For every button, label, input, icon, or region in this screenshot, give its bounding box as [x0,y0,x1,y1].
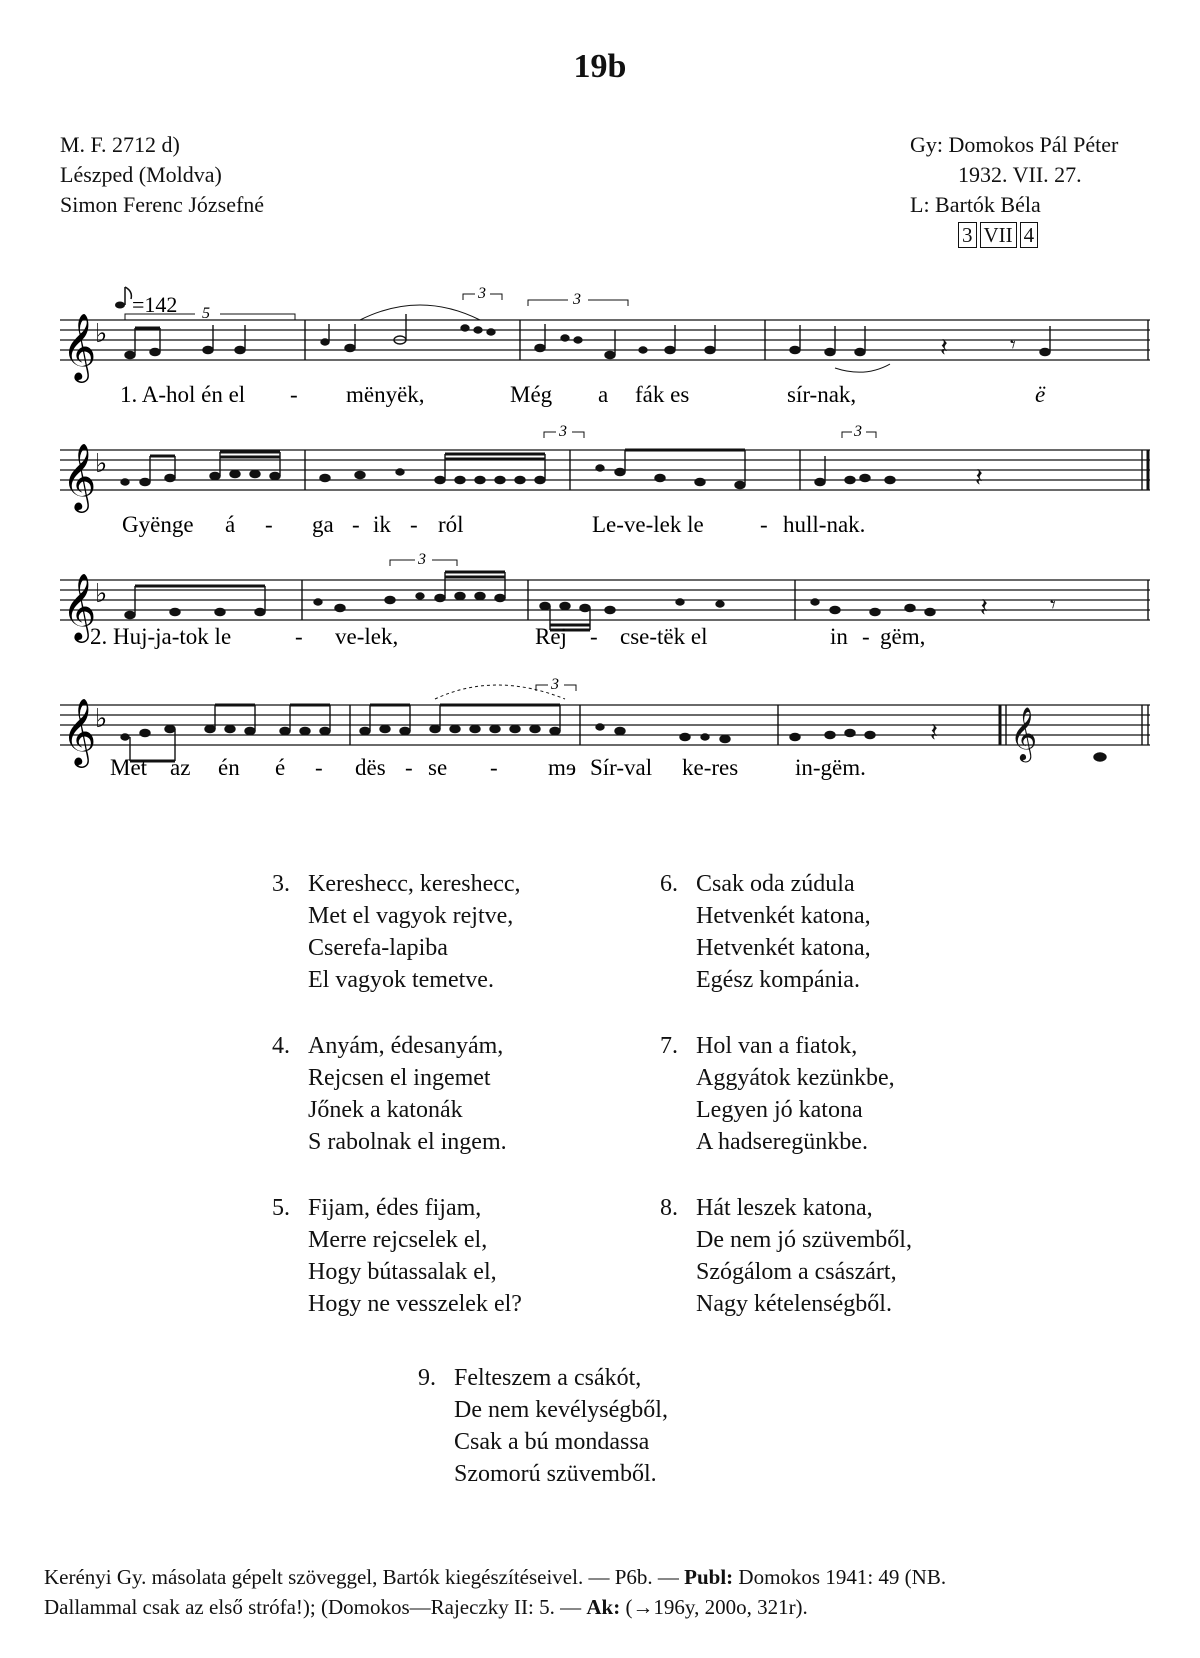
svg-text:1. A-hol én el: 1. A-hol én el [120,382,246,407]
source-info [60,130,264,220]
svg-text:3: 3 [573,291,581,308]
music-system-1 [60,280,1150,410]
collection-info [910,130,1118,250]
tuplet-bracket [544,423,584,440]
svg-text:in: in [830,624,848,649]
svg-text:5: 5 [202,305,210,322]
stanza-3: 3. Kereshecc, kereshecc, Met el vagyok rejtve, Cserefa-lapiba El vagyok temetve. [272,871,521,993]
collection-date: 1932. VII. 27. [958,162,1082,187]
svg-text:𝄽: 𝄽 [980,593,988,622]
class-box: 4 [1020,222,1039,248]
collector: Gy: Domokos Pál Péter [910,132,1119,157]
notes [125,572,1148,630]
tuplet-bracket [842,423,876,440]
lyrics-line-3 [90,624,925,649]
stanza-6: 6. Csak oda zúdula Hetvenkét katona, Hetvenkét katona, Egész kompánia. [660,871,871,993]
footnote: Kerényi Gy. másolata gépelt szöveggel, Bartók kiegészítéseivel. — P6b. — Publ: Domokos 1941: 49 (NB. Dallammal csak az első strófa!); (Domokos—Rajeczky II: 5. — Ak: (→196y, 200o, 321r). [44,1565,947,1619]
lyrics-line-2 [122,512,865,537]
class-box: 3 [958,222,977,248]
svg-text:-: - [862,624,870,649]
tuplet-bracket [528,291,628,308]
svg-text:ról: ról [438,512,464,537]
svg-text:ik: ik [373,512,391,537]
svg-text:én: én [218,755,240,780]
tuplet-bracket [536,676,576,693]
svg-text:sír-nak,: sír-nak, [787,382,857,407]
svg-text:fák es: fák es [635,382,690,407]
treble-clef-icon: 𝄞 [62,574,97,639]
svg-text:𝄾: 𝄾 [1010,332,1016,357]
svg-text:cse-tëk el: cse-tëk el [620,624,708,649]
notes [121,450,1148,492]
svg-text:á: á [225,512,236,537]
flat-key-signature-icon: ♭ [95,319,108,348]
classification-boxes [910,220,1041,250]
svg-text:3: 3 [418,551,426,568]
svg-text:mɘ: mɘ [548,755,577,780]
flat-key-signature-icon: ♭ [95,449,108,478]
svg-text:3: 3 [559,423,567,440]
music-system-3 [60,540,1150,670]
stanza-8: 8. Hát leszek katona, De nem jó szüvemből, Szógálom a császárt, Nagy kételenségből. [660,1195,912,1317]
transcriber: L: Bartók Béla [910,192,1041,217]
stanza-4: 4. Anyám, édesanyám, Rejcsen el ingemet Jőnek a katonák S rabolnak el ingem. [272,1033,507,1155]
svg-text:Gyënge: Gyënge [122,512,194,537]
svg-text:2. Huj-ja-tok le: 2. Huj-ja-tok le [90,624,232,649]
performer: Simon Ferenc Józsefné [60,192,265,217]
svg-text:𝄞: 𝄞 [1010,708,1038,759]
svg-text:𝄽: 𝄽 [940,333,948,362]
svg-text:𝄽: 𝄽 [975,463,983,492]
svg-text:mënyëk,: mënyëk, [346,382,425,407]
music-system-2 [60,410,1150,540]
svg-text:-: - [290,382,298,407]
stanza-5: 5. Fijam, édes fijam, Merre rejcselek el, Hogy bútassalak el, Hogy ne vesszelek el? [272,1195,522,1317]
svg-text:-: - [352,512,360,537]
notes [125,305,1148,372]
svg-text:-: - [265,512,273,537]
svg-text:se: se [428,755,448,780]
notes [121,685,1148,762]
flat-key-signature-icon: ♭ [95,704,108,733]
svg-text:3: 3 [854,423,862,440]
svg-text:ga: ga [312,512,334,537]
treble-clef-icon: 𝄞 [62,444,97,509]
svg-text:-: - [405,755,413,780]
music-system-4 [60,665,1150,795]
svg-text:ke-res: ke-res [682,755,739,780]
svg-text:Még: Még [510,382,553,407]
svg-text:hull-nak.: hull-nak. [783,512,866,537]
tuplet-bracket [463,285,502,302]
svg-text:-: - [295,624,303,649]
page-title: 19b [573,48,627,85]
treble-clef-icon: 𝄞 [62,699,97,764]
svg-text:ë: ë [1035,382,1046,407]
svg-text:in-gëm.: in-gëm. [795,755,866,780]
svg-text:-: - [490,755,498,780]
svg-text:𝄽: 𝄽 [930,718,938,747]
svg-text:dës: dës [355,755,386,780]
svg-text:a: a [598,382,609,407]
svg-text:-: - [760,512,768,537]
staff-lines [60,705,1150,745]
svg-text:-: - [315,755,323,780]
svg-text:gëm,: gëm, [880,624,926,649]
svg-text:3: 3 [478,285,486,302]
tempo-mark [115,287,177,317]
svg-text:az: az [170,755,191,780]
archive-number: M. F. 2712 d) [60,132,180,157]
stanza-9: 9. Felteszem a csákót, De nem kevélységből, Csak a bú mondassa Szomorú szüvemből. [418,1365,668,1487]
class-box: VII [980,222,1017,248]
location: Lészped (Moldva) [60,162,222,187]
flat-key-signature-icon: ♭ [95,579,108,608]
lyrics-line-4 [110,755,866,780]
treble-clef-icon: 𝄞 [62,314,97,379]
tuplet-bracket [390,551,457,568]
svg-text:ve-lek,: ve-lek, [335,624,399,649]
svg-text:𝄾: 𝄾 [1050,592,1056,617]
svg-text:Sír-val: Sír-val [590,755,653,780]
svg-text:é: é [275,755,286,780]
stanza-7: 7. Hol van a fiatok, Aggyátok kezünkbe, Legyen jó katona A hadseregünkbe. [660,1033,895,1155]
lyrics-line-1 [120,382,1046,407]
svg-text:=142: =142 [132,292,178,317]
svg-text:-: - [410,512,418,537]
svg-text:Le-ve-lek le: Le-ve-lek le [592,512,704,537]
svg-text:Rej: Rej [535,624,567,649]
svg-text:Met: Met [110,755,148,780]
svg-text:-: - [590,624,598,649]
svg-text:3: 3 [551,676,559,693]
